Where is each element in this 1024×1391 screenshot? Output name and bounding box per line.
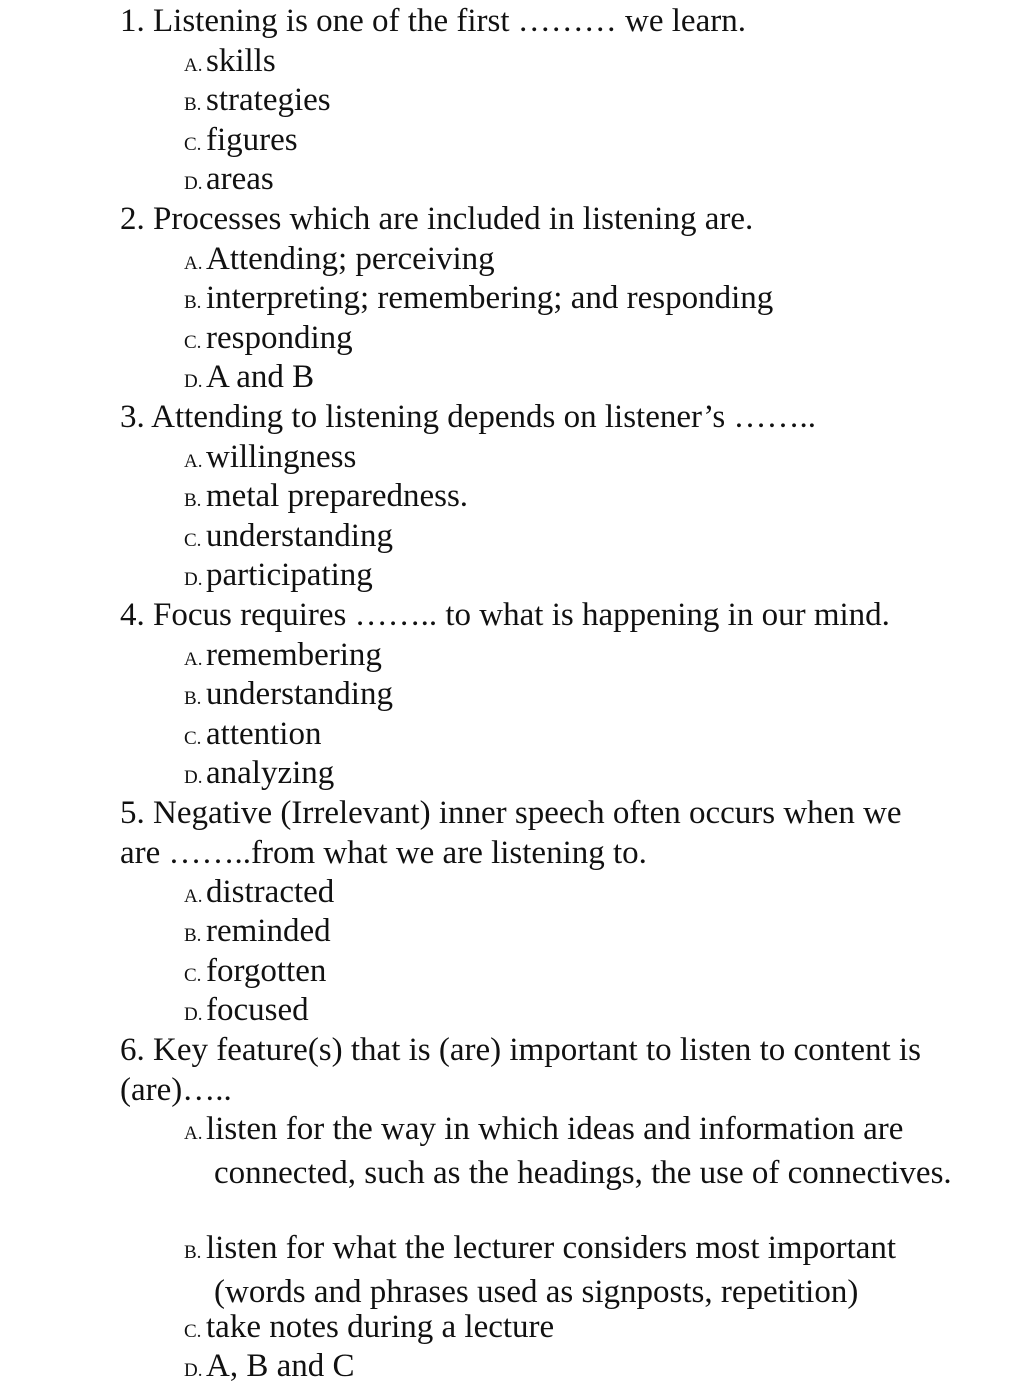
option-text: distracted bbox=[206, 874, 335, 910]
option-5d bbox=[184, 991, 974, 1035]
option-1c bbox=[184, 121, 974, 165]
option-6c bbox=[184, 1308, 974, 1352]
option-letter: D. bbox=[184, 371, 203, 392]
option-text: understanding bbox=[206, 676, 393, 712]
option-3d bbox=[184, 556, 974, 600]
option-6a bbox=[184, 1110, 974, 1193]
option-4b bbox=[184, 675, 974, 719]
option-text: areas bbox=[206, 161, 274, 197]
option-text: figures bbox=[206, 122, 298, 158]
option-3a bbox=[184, 438, 974, 482]
option-letter: B. bbox=[184, 490, 202, 511]
option-letter: C. bbox=[184, 1321, 202, 1342]
question-5: 5. Negative (Irrelevant) inner speech often occurs when we are ……..from what we are listening to. bbox=[120, 795, 902, 871]
option-letter: C. bbox=[184, 965, 202, 986]
option-text: understanding bbox=[206, 518, 393, 554]
option-text: strategies bbox=[206, 82, 331, 118]
option-text: attention bbox=[206, 716, 322, 752]
option-2c bbox=[184, 319, 974, 363]
question-4: 4. Focus requires …….. to what is happening in our mind. bbox=[120, 597, 890, 633]
option-text: remembering bbox=[206, 637, 382, 673]
option-text: forgotten bbox=[206, 953, 327, 989]
option-1a bbox=[184, 42, 974, 86]
option-text: A and B bbox=[206, 359, 315, 395]
option-text: responding bbox=[206, 320, 353, 356]
option-letter: C. bbox=[184, 134, 202, 155]
option-3c bbox=[184, 517, 974, 561]
option-3b bbox=[184, 477, 974, 521]
option-text: Attending; perceiving bbox=[206, 241, 495, 277]
option-text: take notes during a lecture bbox=[206, 1309, 555, 1345]
option-letter: B. bbox=[184, 94, 202, 115]
option-text: focused bbox=[206, 992, 309, 1028]
question-3: 3. Attending to listening depends on listener’s …….. bbox=[120, 399, 816, 435]
option-2d bbox=[184, 358, 974, 402]
option-1d bbox=[184, 160, 974, 204]
option-text: skills bbox=[206, 43, 276, 79]
option-6b bbox=[184, 1229, 974, 1312]
option-text: listen for the way in which ideas and information are connected, such as the headings, the use of connectives. bbox=[206, 1111, 952, 1191]
option-2b bbox=[184, 279, 974, 323]
option-letter: B. bbox=[184, 925, 202, 946]
option-letter: B. bbox=[184, 1242, 202, 1263]
option-6d bbox=[184, 1347, 974, 1391]
option-1b bbox=[184, 81, 974, 125]
option-letter: C. bbox=[184, 332, 202, 353]
option-letter: B. bbox=[184, 292, 202, 313]
option-4a bbox=[184, 636, 974, 680]
option-text: interpreting; remembering; and responding bbox=[206, 280, 774, 316]
option-letter: D. bbox=[184, 569, 203, 590]
option-5a bbox=[184, 873, 974, 917]
option-letter: A. bbox=[184, 649, 203, 670]
option-letter: A. bbox=[184, 1123, 203, 1144]
option-text: listen for what the lecturer considers most important (words and phrases used as signposts, repetition) bbox=[206, 1230, 897, 1310]
question-1: 1. Listening is one of the first ……… we learn. bbox=[120, 3, 746, 39]
option-text: metal preparedness. bbox=[206, 478, 469, 514]
option-letter: A. bbox=[184, 886, 203, 907]
option-letter: A. bbox=[184, 451, 203, 472]
question-6: 6. Key feature(s) that is (are) important to listen to content is (are)….. bbox=[120, 1032, 921, 1108]
option-text: reminded bbox=[206, 913, 331, 949]
question-2: 2. Processes which are included in listening are. bbox=[120, 201, 754, 237]
option-letter: C. bbox=[184, 728, 202, 749]
option-letter: A. bbox=[184, 253, 203, 274]
option-5b bbox=[184, 912, 974, 956]
option-text: analyzing bbox=[206, 755, 335, 791]
option-2a bbox=[184, 240, 974, 284]
option-letter: A. bbox=[184, 55, 203, 76]
option-letter: D. bbox=[184, 1360, 203, 1381]
option-letter: D. bbox=[184, 1004, 203, 1025]
option-letter: D. bbox=[184, 173, 203, 194]
option-4c bbox=[184, 715, 974, 759]
option-5c bbox=[184, 952, 974, 996]
option-letter: C. bbox=[184, 530, 202, 551]
option-letter: D. bbox=[184, 767, 203, 788]
option-4d bbox=[184, 754, 974, 798]
option-text: willingness bbox=[206, 439, 357, 475]
option-letter: B. bbox=[184, 688, 202, 709]
option-text: A, B and C bbox=[206, 1348, 355, 1384]
option-text: participating bbox=[206, 557, 373, 593]
